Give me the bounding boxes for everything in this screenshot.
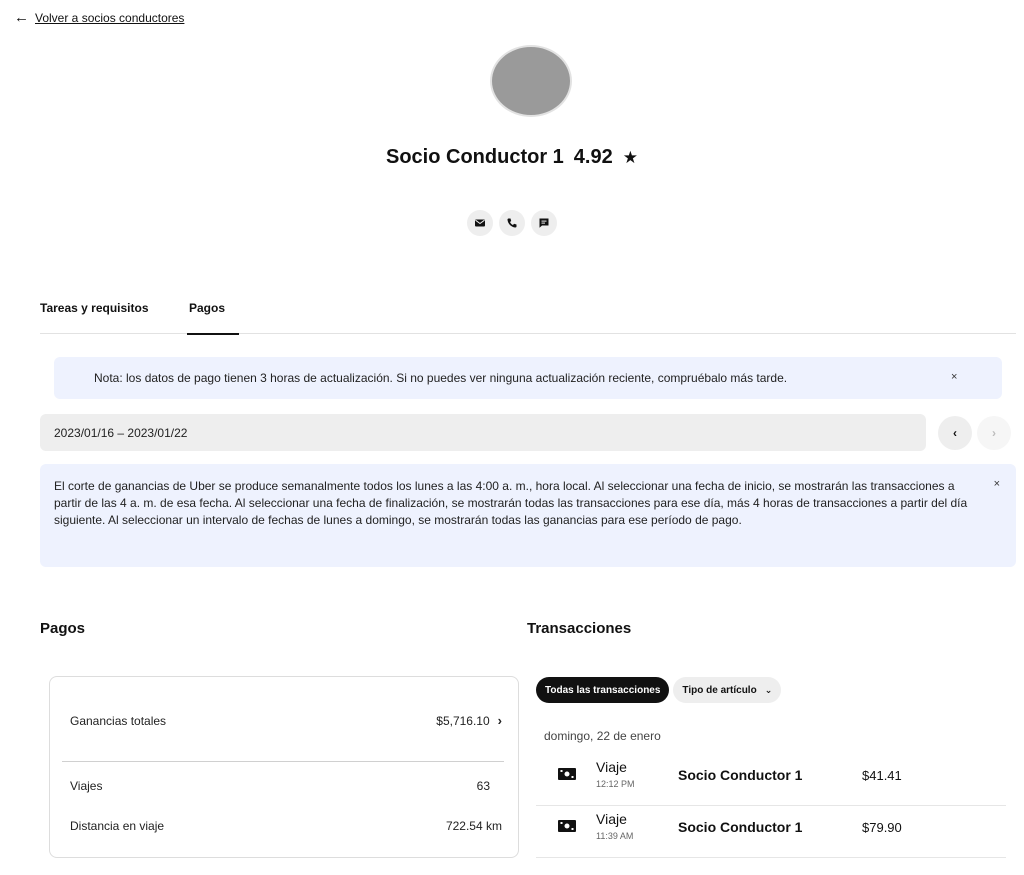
transaction-amount: $41.41 [862,768,902,783]
driver-header [0,146,1024,169]
transaction-type: Viaje [596,759,627,775]
call-button[interactable] [499,210,525,236]
close-icon[interactable]: × [951,371,958,383]
message-button[interactable] [531,210,557,236]
chat-icon [538,217,550,229]
filter-item-type-label: Tipo de artículo [682,684,757,696]
tab-tasks-requirements[interactable]: Tareas y requisitos [40,301,149,315]
driver-name: Socio Conductor 1 [386,146,564,168]
chevron-right-icon: › [497,713,502,728]
back-to-drivers-link[interactable] [14,11,184,25]
total-earnings-value: $5,716.10 [436,714,490,728]
distance-row [70,819,502,833]
total-earnings-row[interactable] [70,713,502,728]
transaction-row[interactable] [536,806,1006,858]
driver-rating: 4.92 [573,146,613,168]
trips-value: 63 [476,779,490,793]
total-earnings-label: Ganancias totales [70,713,167,728]
arrow-left-icon: ← [14,9,29,26]
transactions-day-label: domingo, 22 de enero [544,729,661,743]
trips-row [70,779,490,793]
next-week-button[interactable] [977,416,1011,450]
filter-all-transactions[interactable]: Todas las transacciones [536,677,669,703]
info-text: El corte de ganancias de Uber se produce semanalmente todos los lunes a las 4:00 a. m., hora local. Al seleccionar una fecha de inicio, se mostrarán las transacciones a partir de las 4 a. m. de esa fecha. Al seleccionar una fecha de finalización, se mostrarán todas las transacciones para ese día, más 4 horas de transacciones a partir del día siguiente. Al seleccionar un intervalo de fechas de lunes a domingo, se mostrarán todas las ganancias para ese período de pago. [54,479,968,527]
avatar [490,45,572,117]
date-range-value: 2023/01/16 – 2023/01/22 [54,425,188,440]
payments-title: Pagos [40,620,86,637]
chevron-down-icon: ⌄ [764,684,773,695]
filter-item-type[interactable] [673,677,781,703]
chevron-right-icon: › [992,426,996,440]
transaction-time: 11:39 AM [596,831,634,841]
payment-data-note [54,357,1002,399]
cash-icon [558,820,576,832]
transaction-filters [536,677,781,703]
email-button[interactable] [467,210,493,236]
date-range-picker[interactable] [40,414,926,451]
previous-week-button[interactable] [938,416,972,450]
transaction-driver: Socio Conductor 1 [678,767,803,783]
transaction-row[interactable] [536,754,1006,806]
divider [62,761,504,762]
payments-summary-card [49,676,519,858]
contact-actions [0,210,1024,236]
tab-bar [40,298,1016,334]
cash-icon [558,768,576,780]
chevron-left-icon: ‹ [953,426,957,440]
transactions-title: Transacciones [527,620,632,637]
earnings-cutoff-info [40,464,1016,567]
envelope-icon [474,217,486,229]
transaction-driver: Socio Conductor 1 [678,819,803,835]
total-earnings-amount [436,713,502,728]
transaction-amount: $79.90 [862,820,902,835]
distance-label: Distancia en viaje [70,819,165,833]
distance-value: 722.54 km [445,819,502,833]
phone-icon [506,217,518,229]
star-icon: ★ [622,148,638,167]
transaction-type: Viaje [596,811,627,827]
note-text: Nota: los datos de pago tienen 3 horas de actualización. Si no puedes ver ninguna actualización reciente, compruébalo más tarde. [94,371,788,385]
close-icon[interactable]: × [993,478,1000,490]
back-link-label: Volver a socios conductores [35,11,185,25]
transaction-time: 12:12 PM [596,779,635,789]
tab-payments[interactable]: Pagos [189,298,225,334]
trips-label: Viajes [70,779,103,793]
